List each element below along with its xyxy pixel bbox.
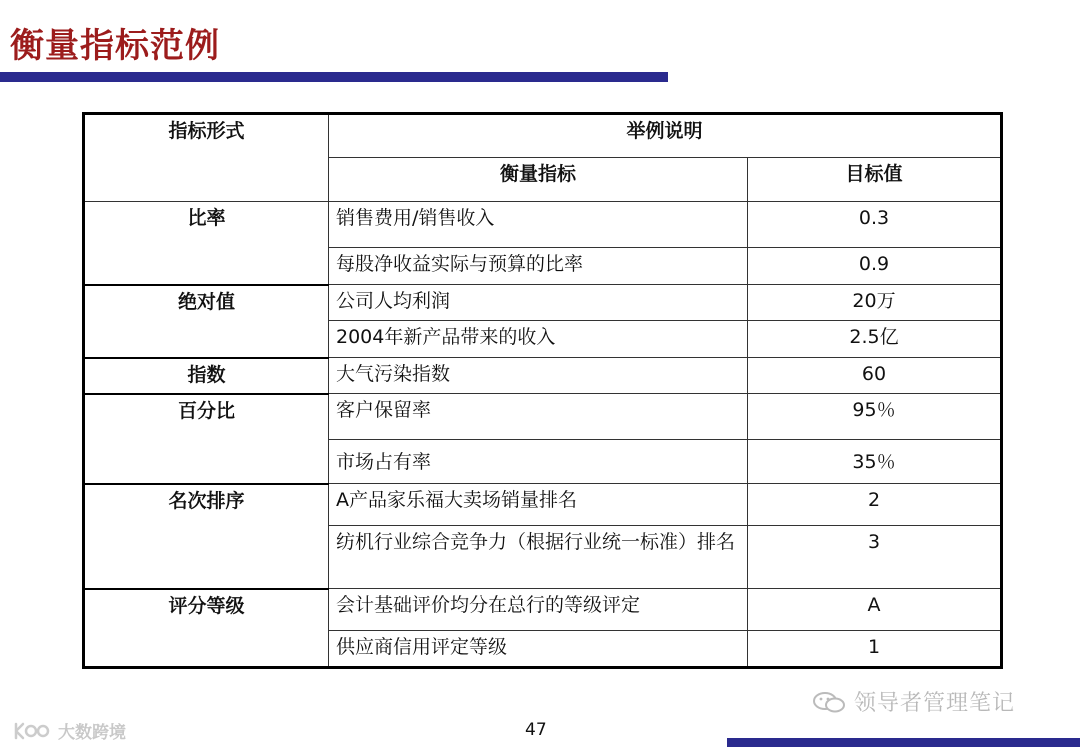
- target-cell: 60: [748, 358, 1002, 394]
- category-cell: 比率: [84, 202, 329, 285]
- target-cell: 2.5亿: [748, 321, 1002, 358]
- metric-cell: 大气污染指数: [329, 358, 748, 394]
- category-cell: 指数: [84, 358, 329, 394]
- target-cell: 35％: [748, 440, 1002, 484]
- target-cell: 0.3: [748, 202, 1002, 248]
- metric-cell: 供应商信用评定等级: [329, 631, 748, 668]
- watermark-right-text: 领导者管理笔记: [854, 691, 1016, 716]
- category-cell: 绝对值: [84, 285, 329, 358]
- metric-cell: A产品家乐福大卖场销量排名: [329, 484, 748, 526]
- watermark-right: [812, 686, 1015, 717]
- header-metric: 衡量指标: [329, 158, 748, 202]
- page-number: 47: [525, 720, 547, 740]
- metric-cell: 市场占有率: [329, 440, 748, 484]
- slide-title: 衡量指标范例: [10, 26, 220, 66]
- header-example: 举例说明: [329, 114, 1002, 158]
- watermark-left-text: 大数跨境: [58, 723, 126, 743]
- brand-logo-icon: [12, 720, 52, 742]
- watermark-left: [12, 718, 126, 743]
- metric-cell: 每股净收益实际与预算的比率: [329, 248, 748, 285]
- category-cell: 评分等级: [84, 589, 329, 668]
- metric-cell: 公司人均利润: [329, 285, 748, 321]
- target-cell: 3: [748, 526, 1002, 589]
- category-cell: 名次排序: [84, 484, 329, 589]
- metric-cell: 2004年新产品带来的收入: [329, 321, 748, 358]
- metrics-table: [82, 112, 1003, 669]
- target-cell: 0.9: [748, 248, 1002, 285]
- category-cell: 百分比: [84, 394, 329, 484]
- target-cell: 1: [748, 631, 1002, 668]
- target-cell: 95％: [748, 394, 1002, 440]
- wechat-icon: [812, 690, 846, 714]
- header-target: 目标值: [748, 158, 1002, 202]
- title-underline-bar: [0, 72, 668, 82]
- target-cell: 2: [748, 484, 1002, 526]
- target-cell: A: [748, 589, 1002, 631]
- target-cell: 20万: [748, 285, 1002, 321]
- footer-bar: [727, 738, 1080, 747]
- metric-cell: 会计基础评价均分在总行的等级评定: [329, 589, 748, 631]
- metric-cell: 纺机行业综合竞争力（根据行业统一标准）排名: [329, 526, 748, 589]
- header-form: 指标形式: [84, 114, 329, 202]
- metric-cell: 销售费用/销售收入: [329, 202, 748, 248]
- metric-cell: 客户保留率: [329, 394, 748, 440]
